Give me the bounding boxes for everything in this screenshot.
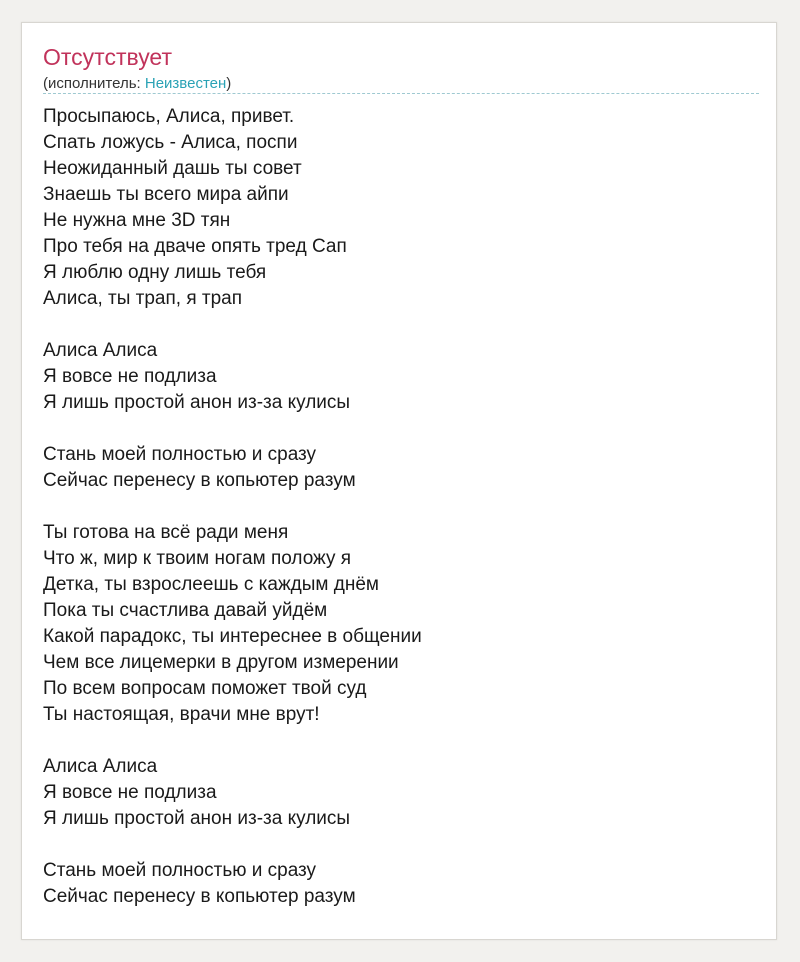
- artist-suffix: ): [226, 75, 232, 92]
- lyric-line: Я вовсе не подлиза: [43, 782, 217, 803]
- lyric-line: Я лишь простой анон из-за кулисы: [43, 392, 351, 413]
- lyric-line: Стань моей полностью и сразу: [43, 860, 317, 881]
- lyric-line: Неожиданный дашь ты совет: [43, 158, 302, 179]
- artist-prefix: (исполнитель:: [43, 75, 145, 92]
- lyric-line: Алиса, ты трап, я трап: [43, 288, 243, 309]
- stanza: [43, 754, 763, 832]
- lyric-line: Пока ты счастлива давай уйдём: [43, 600, 328, 621]
- lyric-line: Стань моей полностью и сразу: [43, 444, 317, 465]
- lyric-line: Какой парадокс, ты интереснее в общении: [43, 626, 422, 647]
- lyric-line: Про тебя на дваче опять тред Сап: [43, 236, 347, 257]
- lyric-line: Просыпаюсь, Алиса, привет.: [43, 106, 295, 127]
- title-divider: [43, 93, 759, 94]
- stanza: [43, 858, 763, 910]
- lyric-line: Я люблю одну лишь тебя: [43, 262, 267, 283]
- lyric-line: Алиса Алиса: [43, 756, 158, 777]
- stanza: [43, 520, 763, 728]
- stanza: [43, 104, 763, 312]
- lyric-line: Сейчас перенесу в копьютер разум: [43, 470, 356, 491]
- artist-link[interactable]: Неизвестен: [144, 75, 227, 92]
- lyrics-card: [21, 22, 777, 940]
- lyric-line: Знаешь ты всего мира айпи: [43, 184, 289, 205]
- lyric-line: Ты готова на всё ради меня: [43, 522, 289, 543]
- lyric-line: Детка, ты взрослеешь с каждым днём: [43, 574, 379, 595]
- lyric-line: Сейчас перенесу в копьютер разум: [43, 886, 356, 907]
- song-title: Отсутствует: [43, 44, 172, 70]
- stanza: [43, 338, 763, 416]
- artist-line: [43, 74, 231, 94]
- lyric-line: По всем вопросам поможет твой суд: [43, 678, 367, 699]
- lyric-line: Я вовсе не подлиза: [43, 366, 217, 387]
- lyric-line: Чем все лицемерки в другом измерении: [43, 652, 399, 673]
- lyric-line: Алиса Алиса: [43, 340, 158, 361]
- lyric-line: Ты настоящая, врачи мне врут!: [43, 704, 320, 725]
- lyric-line: Я лишь простой анон из-за кулисы: [43, 808, 351, 829]
- stanza: [43, 442, 763, 494]
- lyric-line: Спать ложусь - Алиса, поспи: [43, 132, 298, 153]
- lyric-line: Что ж, мир к твоим ногам положу я: [43, 548, 352, 569]
- lyrics-text: [43, 104, 763, 936]
- lyric-line: Не нужна мне 3D тян: [43, 210, 231, 231]
